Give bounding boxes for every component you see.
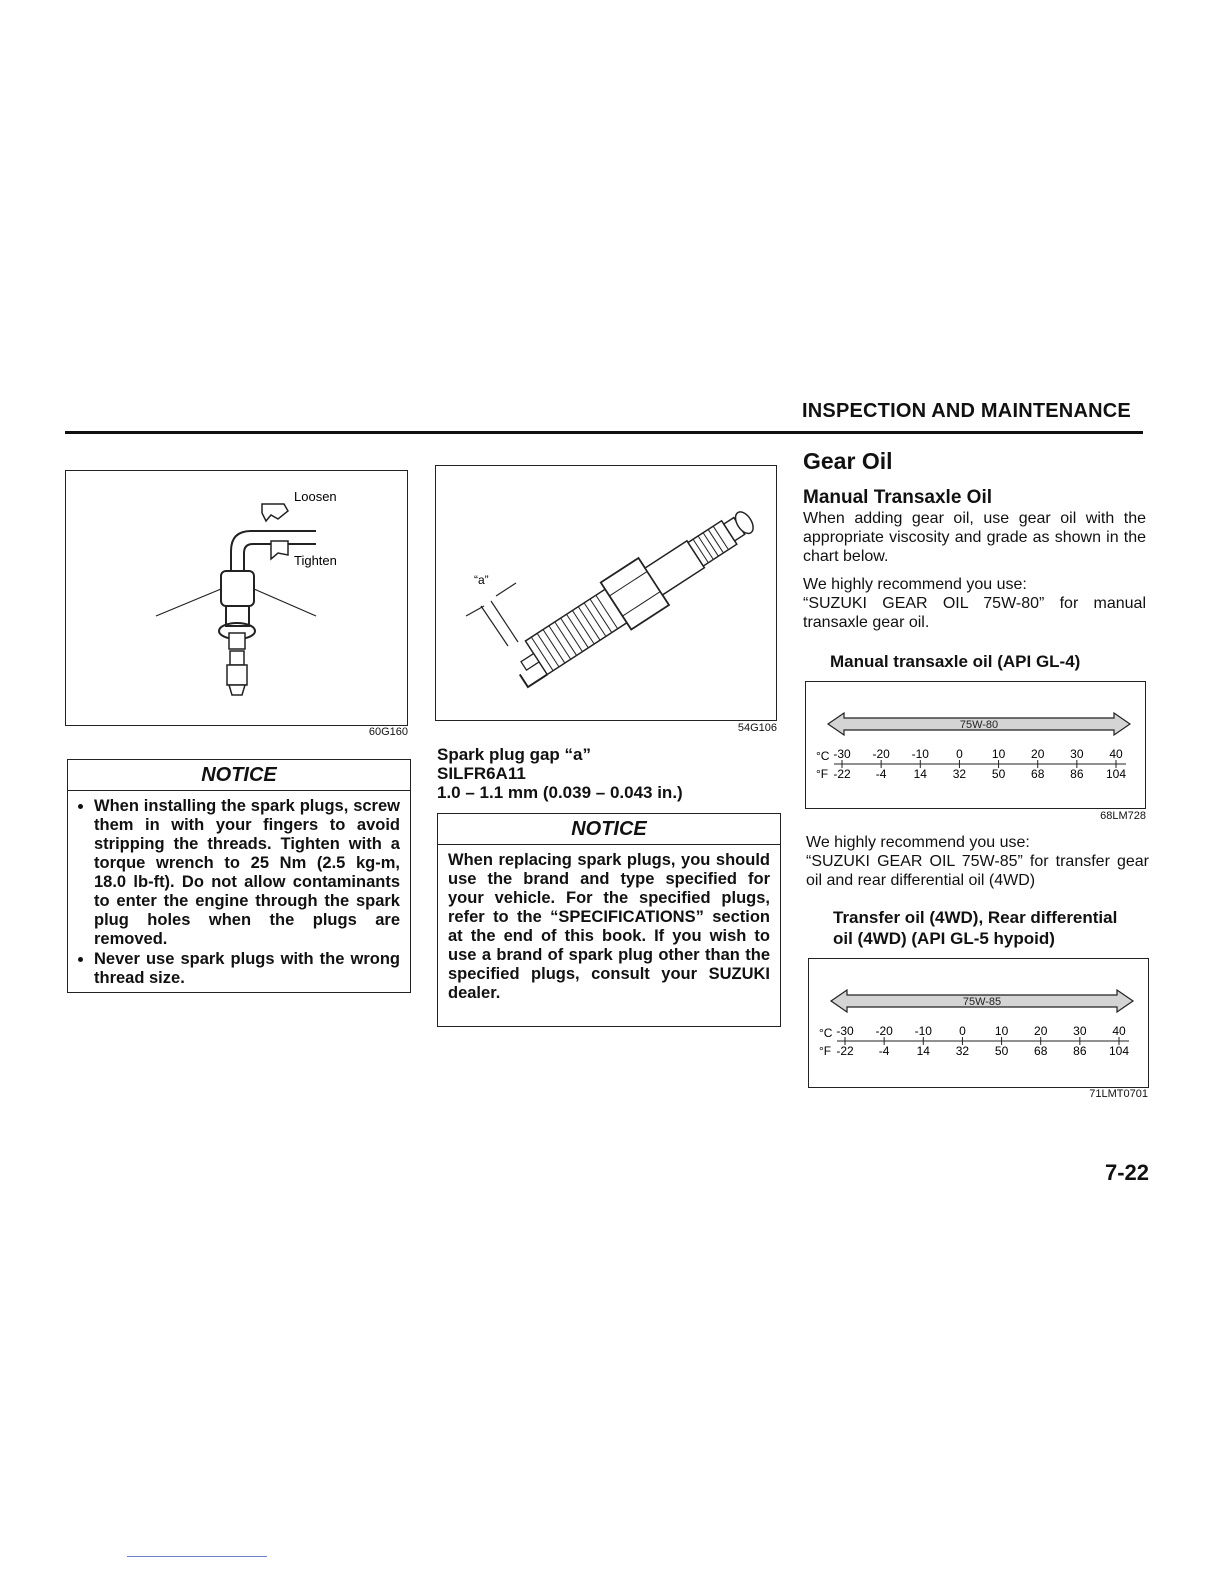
loosen-label: Loosen (294, 489, 337, 504)
gear-oil-section (803, 448, 1146, 475)
celsius-tick-label: 0 (959, 1024, 966, 1038)
spark-gap-line: Spark plug gap “a” (437, 745, 591, 764)
fahrenheit-tick-label: 50 (991, 767, 1006, 781)
fahrenheit-unit: °F (819, 1044, 832, 1058)
paragraph: “SUZUKI GEAR OIL 75W-85” for transfer gear oil and rear differential oil (4WD) (806, 853, 1149, 889)
celsius-unit: °C (816, 749, 830, 763)
paragraph: “SUZUKI GEAR OIL 75W-80” for manual transaxle gear oil. (803, 595, 1146, 631)
figure-spark-plug-gap (435, 465, 777, 721)
fahrenheit-tick-label: 104 (1105, 767, 1127, 781)
notice-item: • When installing the spark plugs, screw them in with your fingers to avoid stripping the threads. Tighten with a torque wrench to 25 Nm (2.5 kg-m, 18.0 lb-ft). Do not allow contaminants to enter the engine through the spark plug holes when the plugs are removed. (94, 797, 400, 949)
spark-gap-value: 1.0 – 1.1 mm (0.039 – 0.043 in.) (437, 783, 683, 802)
figure-code: 68LM728 (1100, 810, 1146, 822)
footer-line (127, 1556, 267, 1557)
loosen-arrow-icon (262, 504, 288, 521)
chart-title (833, 907, 1151, 949)
celsius-tick-label: 0 (956, 747, 963, 761)
celsius-tick-label: 30 (1073, 1024, 1087, 1038)
page-number: 7-22 (1105, 1160, 1150, 1185)
viscosity-chart-2 (808, 958, 1149, 1088)
paragraph: We highly recommend you use: (806, 834, 1030, 851)
fahrenheit-tick-label: 86 (1070, 767, 1084, 781)
spark-plug-illustration (436, 466, 776, 720)
section-title: Gear Oil (803, 448, 893, 474)
page-header-title: INSPECTION AND MAINTENANCE (802, 400, 1131, 422)
figure-code: 60G160 (368, 726, 408, 738)
fahrenheit-tick-label: 50 (994, 1044, 1009, 1058)
notice-box (437, 813, 781, 1027)
fahrenheit-tick-label: 32 (955, 1044, 970, 1058)
chart-title: Manual transaxle oil (API GL-4) (830, 652, 1081, 671)
fahrenheit-unit: °F (816, 767, 829, 781)
celsius-tick-label: -10 (911, 747, 929, 761)
notice-title: NOTICE (68, 760, 410, 791)
celsius-tick-label: 20 (1034, 1024, 1048, 1038)
celsius-tick-label: -30 (833, 747, 851, 761)
celsius-tick-label: 40 (1109, 747, 1123, 761)
fahrenheit-tick-label: 104 (1108, 1044, 1130, 1058)
notice-list (78, 797, 400, 988)
celsius-tick-label: 20 (1031, 747, 1045, 761)
spark-plug-model: SILFR6A11 (437, 764, 526, 783)
figure-spark-plug-wrench (65, 470, 408, 726)
fahrenheit-tick-label: -22 (833, 767, 851, 781)
fahrenheit-tick-label: -4 (875, 767, 887, 781)
subsection-title: Manual Transaxle Oil (803, 487, 993, 508)
grade-label: 75W-85 (962, 996, 1002, 1008)
chart-title-line: oil (4WD) (API GL-5 hypoid) (833, 929, 1055, 948)
fahrenheit-tick-label: 14 (916, 1044, 930, 1058)
celsius-tick-label: -10 (914, 1024, 932, 1038)
header-rule (65, 431, 1143, 434)
chart-title-line: Transfer oil (4WD), Rear differential (833, 908, 1118, 927)
figure-code: 54G106 (737, 722, 777, 734)
figure-code: 71LMT0701 (1089, 1088, 1148, 1100)
fahrenheit-tick-label: -4 (878, 1044, 890, 1058)
fahrenheit-tick-label: -22 (836, 1044, 854, 1058)
tighten-label: Tighten (294, 553, 337, 568)
notice-body: When replacing spark plugs, you should use the brand and type specified for your vehicle. For the specified plugs, refer to the “SPECIFICATIONS” section at the end of this book. If you wish to use a brand of spark plug other than the specified plugs, consult your SUZUKI dealer. (448, 851, 770, 1002)
celsius-tick-label: 40 (1112, 1024, 1126, 1038)
paragraph: When adding gear oil, use gear oil with the appropriate viscosity and grade as shown in the chart below. (803, 510, 1146, 565)
celsius-tick-label: 30 (1070, 747, 1084, 761)
viscosity-chart-1 (805, 681, 1146, 809)
paragraph: We highly recommend you use: (803, 576, 1027, 593)
celsius-tick-label: 10 (991, 747, 1006, 761)
celsius-tick-label: 10 (994, 1024, 1009, 1038)
notice-box (67, 759, 411, 993)
celsius-tick-label: -20 (872, 747, 890, 761)
notice-title: NOTICE (438, 814, 780, 845)
celsius-unit: °C (819, 1026, 833, 1040)
celsius-tick-label: -20 (875, 1024, 893, 1038)
fahrenheit-tick-label: 14 (913, 767, 927, 781)
fahrenheit-tick-label: 32 (952, 767, 967, 781)
fahrenheit-tick-label: 68 (1034, 1044, 1048, 1058)
fahrenheit-tick-label: 68 (1031, 767, 1045, 781)
notice-item: • Never use spark plugs with the wrong thread size. (94, 950, 400, 988)
tighten-arrow-icon (271, 541, 288, 559)
gap-label: “a” (474, 573, 489, 587)
spark-plug-spec (437, 745, 777, 802)
wrench-illustration (66, 471, 407, 725)
grade-label: 75W-80 (959, 719, 999, 731)
fahrenheit-tick-label: 86 (1073, 1044, 1087, 1058)
celsius-tick-label: -30 (836, 1024, 854, 1038)
